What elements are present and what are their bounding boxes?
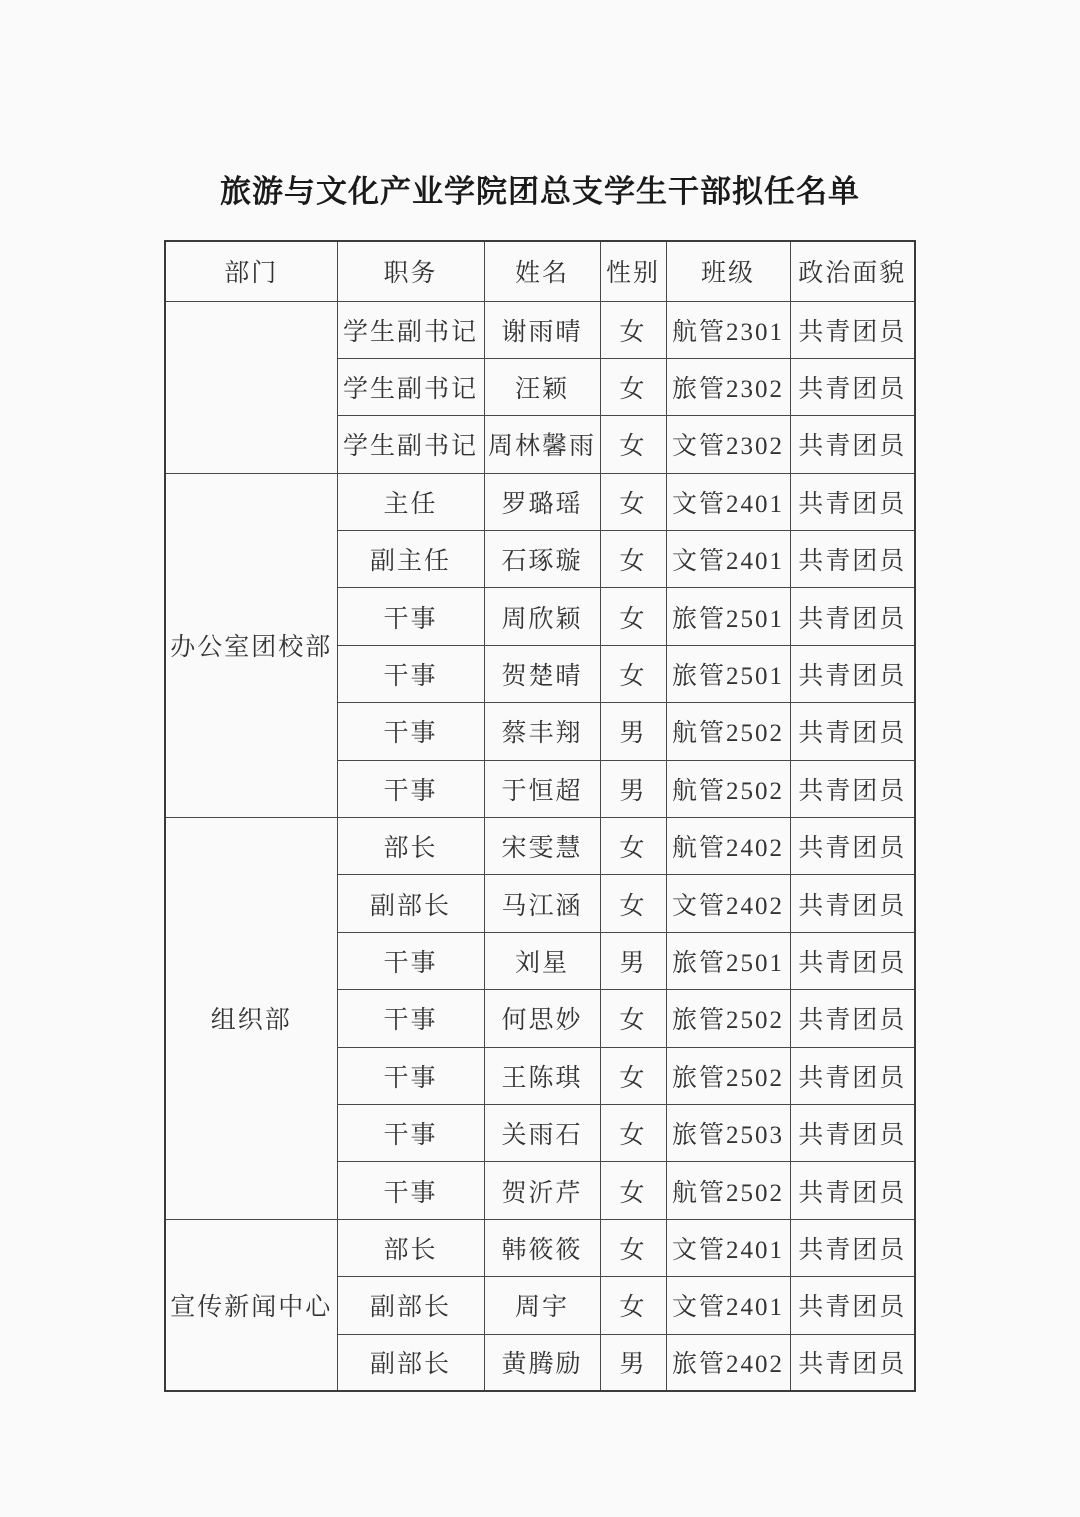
cell-political-status: 共青团员 xyxy=(790,416,915,473)
cell-political-status: 共青团员 xyxy=(790,358,915,415)
cell-position: 学生副书记 xyxy=(337,358,484,415)
cell-class: 文管2401 xyxy=(666,473,790,530)
cell-gender: 女 xyxy=(600,531,666,588)
cell-position: 干事 xyxy=(337,990,484,1047)
cell-position: 干事 xyxy=(337,1047,484,1104)
cell-name: 何思妙 xyxy=(484,990,600,1047)
cell-class: 旅管2501 xyxy=(666,588,790,645)
cell-name: 周欣颖 xyxy=(484,588,600,645)
cell-name: 王陈琪 xyxy=(484,1047,600,1104)
cell-position: 干事 xyxy=(337,645,484,702)
cell-gender: 女 xyxy=(600,990,666,1047)
cell-position: 学生副书记 xyxy=(337,416,484,473)
cell-name: 石琢璇 xyxy=(484,531,600,588)
cell-class: 旅管2501 xyxy=(666,645,790,702)
department-cell: 办公室团校部 xyxy=(165,473,337,817)
cell-name: 关雨石 xyxy=(484,1104,600,1161)
cell-class: 文管2401 xyxy=(666,1219,790,1276)
cell-position: 部长 xyxy=(337,1219,484,1276)
cell-political-status: 共青团员 xyxy=(790,1047,915,1104)
department-cell: 组织部 xyxy=(165,818,337,1220)
cell-gender: 女 xyxy=(600,1277,666,1334)
cell-name: 贺沂芹 xyxy=(484,1162,600,1219)
col-header-position: 职务 xyxy=(337,241,484,301)
cell-position: 副部长 xyxy=(337,1277,484,1334)
cell-class: 旅管2503 xyxy=(666,1104,790,1161)
cell-class: 旅管2402 xyxy=(666,1334,790,1391)
table-row xyxy=(165,1219,915,1276)
cell-political-status: 共青团员 xyxy=(790,1277,915,1334)
cell-position: 干事 xyxy=(337,1162,484,1219)
cell-political-status: 共青团员 xyxy=(790,875,915,932)
cell-name: 周宇 xyxy=(484,1277,600,1334)
cell-political-status: 共青团员 xyxy=(790,818,915,875)
cell-name: 于恒超 xyxy=(484,760,600,817)
cell-class: 航管2502 xyxy=(666,703,790,760)
cell-political-status: 共青团员 xyxy=(790,760,915,817)
cell-class: 文管2402 xyxy=(666,875,790,932)
cell-name: 宋雯慧 xyxy=(484,818,600,875)
page-title: 旅游与文化产业学院团总支学生干部拟任名单 xyxy=(220,174,860,209)
cell-class: 航管2502 xyxy=(666,760,790,817)
cell-gender: 男 xyxy=(600,1334,666,1391)
cell-name: 马江涵 xyxy=(484,875,600,932)
cell-gender: 女 xyxy=(600,875,666,932)
department-cell xyxy=(165,301,337,473)
cell-position: 干事 xyxy=(337,1104,484,1161)
cell-political-status: 共青团员 xyxy=(790,1162,915,1219)
cell-name: 贺楚晴 xyxy=(484,645,600,702)
cell-political-status: 共青团员 xyxy=(790,1334,915,1391)
cell-position: 干事 xyxy=(337,703,484,760)
table-header-row xyxy=(165,241,915,301)
cell-political-status: 共青团员 xyxy=(790,703,915,760)
cell-gender: 女 xyxy=(600,1162,666,1219)
cell-position: 干事 xyxy=(337,760,484,817)
cell-class: 航管2502 xyxy=(666,1162,790,1219)
table-row xyxy=(165,301,915,358)
cell-gender: 女 xyxy=(600,1104,666,1161)
cell-gender: 女 xyxy=(600,818,666,875)
cell-class: 旅管2502 xyxy=(666,1047,790,1104)
cell-position: 学生副书记 xyxy=(337,301,484,358)
cell-class: 文管2401 xyxy=(666,531,790,588)
cell-political-status: 共青团员 xyxy=(790,990,915,1047)
cell-name: 刘星 xyxy=(484,932,600,989)
cell-name: 周林馨雨 xyxy=(484,416,600,473)
cell-class: 航管2402 xyxy=(666,818,790,875)
cell-political-status: 共青团员 xyxy=(790,645,915,702)
cell-political-status: 共青团员 xyxy=(790,301,915,358)
col-header-political-status: 政治面貌 xyxy=(790,241,915,301)
cell-gender: 女 xyxy=(600,1047,666,1104)
cell-political-status: 共青团员 xyxy=(790,588,915,645)
cell-position: 干事 xyxy=(337,588,484,645)
department-cell: 宣传新闻中心 xyxy=(165,1219,337,1391)
cell-class: 文管2401 xyxy=(666,1277,790,1334)
cell-gender: 女 xyxy=(600,645,666,702)
cell-gender: 男 xyxy=(600,932,666,989)
cadre-roster-table xyxy=(164,240,916,1392)
cell-gender: 女 xyxy=(600,588,666,645)
cell-class: 旅管2502 xyxy=(666,990,790,1047)
cell-name: 韩筱筱 xyxy=(484,1219,600,1276)
cell-gender: 男 xyxy=(600,703,666,760)
cell-name: 谢雨晴 xyxy=(484,301,600,358)
cell-name: 黄腾励 xyxy=(484,1334,600,1391)
cell-gender: 女 xyxy=(600,473,666,530)
cell-political-status: 共青团员 xyxy=(790,473,915,530)
cell-position: 干事 xyxy=(337,932,484,989)
cell-gender: 女 xyxy=(600,416,666,473)
table-row xyxy=(165,818,915,875)
cell-position: 副主任 xyxy=(337,531,484,588)
cell-class: 旅管2501 xyxy=(666,932,790,989)
cell-position: 主任 xyxy=(337,473,484,530)
cell-position: 副部长 xyxy=(337,875,484,932)
cell-gender: 女 xyxy=(600,358,666,415)
col-header-class: 班级 xyxy=(666,241,790,301)
cell-class: 航管2301 xyxy=(666,301,790,358)
cell-position: 副部长 xyxy=(337,1334,484,1391)
col-header-name: 姓名 xyxy=(484,241,600,301)
cell-gender: 男 xyxy=(600,760,666,817)
cell-political-status: 共青团员 xyxy=(790,531,915,588)
col-header-gender: 性别 xyxy=(600,241,666,301)
col-header-department: 部门 xyxy=(165,241,337,301)
cell-political-status: 共青团员 xyxy=(790,932,915,989)
cell-political-status: 共青团员 xyxy=(790,1219,915,1276)
cell-class: 文管2302 xyxy=(666,416,790,473)
cell-political-status: 共青团员 xyxy=(790,1104,915,1161)
cell-position: 部长 xyxy=(337,818,484,875)
cell-name: 汪颖 xyxy=(484,358,600,415)
cell-name: 罗璐瑶 xyxy=(484,473,600,530)
cell-gender: 女 xyxy=(600,1219,666,1276)
cell-name: 蔡丰翔 xyxy=(484,703,600,760)
cell-gender: 女 xyxy=(600,301,666,358)
table-row xyxy=(165,473,915,530)
cell-class: 旅管2302 xyxy=(666,358,790,415)
